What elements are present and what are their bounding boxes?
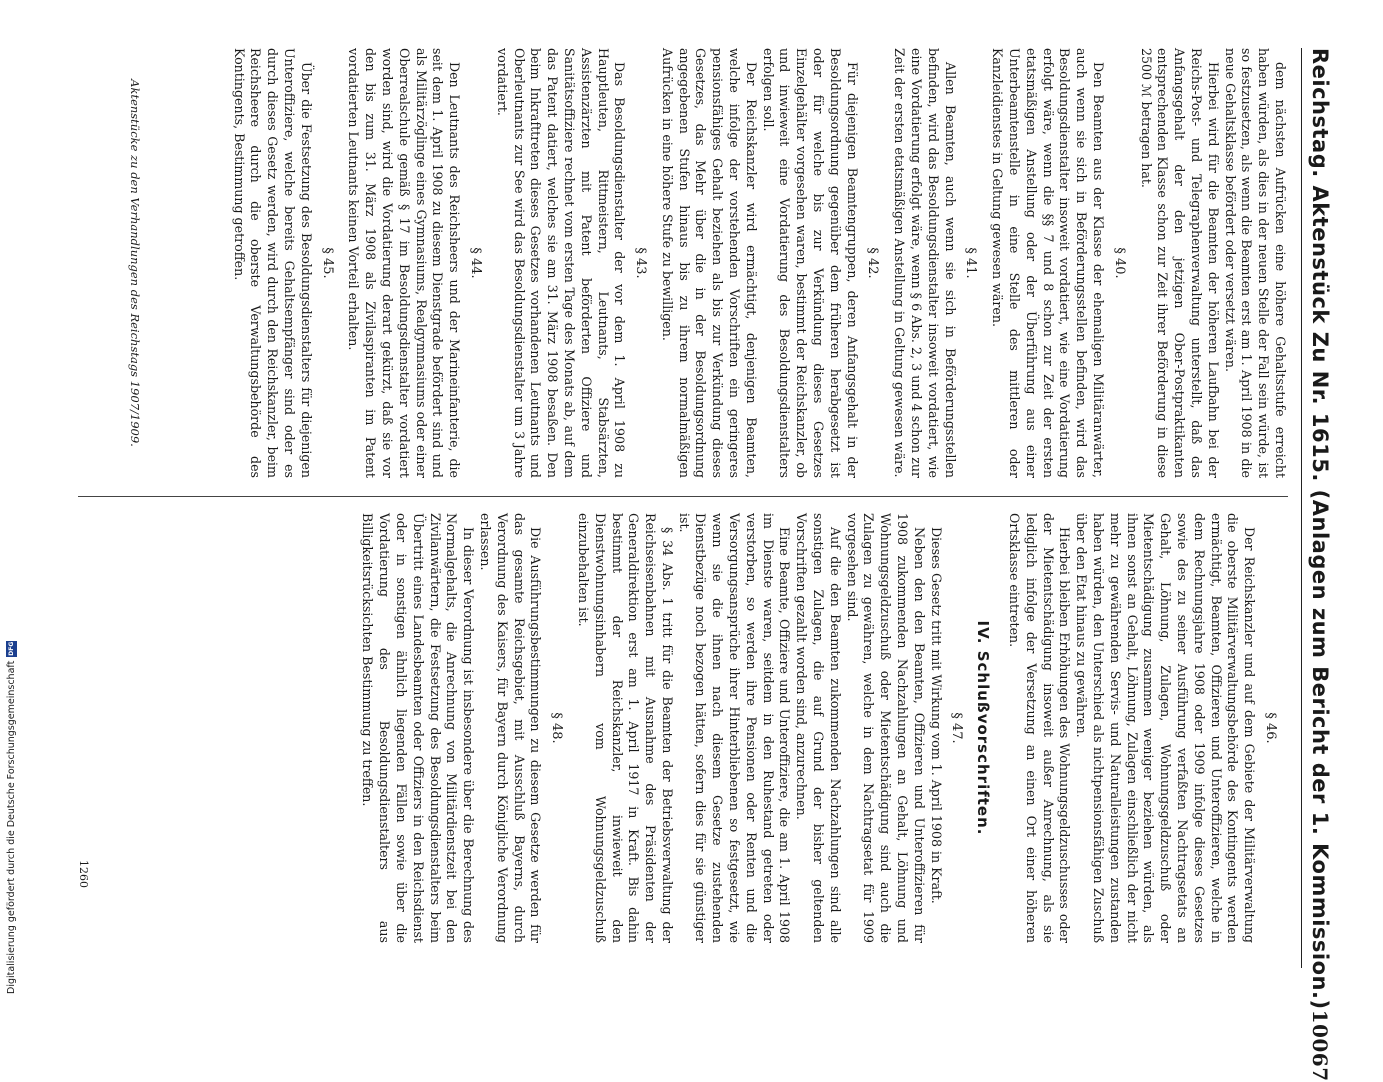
part-iv-heading: IV. Schlußvorschriften. xyxy=(974,620,993,836)
footnote: Aktenstücke zu den Verhandlungen des Reichstags 1907/1909. xyxy=(128,79,142,447)
rotated-page xyxy=(38,28,1338,1082)
page-header xyxy=(1301,48,1338,1082)
section-48-text-2: In dieser Verordnung ist insbesondere über die Berechnung des Normalgehalts, die Anrechnung von Militärdienstzeit bei den Zivilanwärtern, die Festsetzung des Besoldungsdienstalters beim Übertritt eines Landesbeamten oder Offiziers in den Reichsdienst oder in sonstigen ähnlich liegenden Fällen sowie über die Vordatierung des Besoldungsdienstalters aus Billigkeitsrücksichten Bestimmung zu treffen. xyxy=(360,513,477,943)
left-column xyxy=(230,48,1288,478)
section-48-text-1: Die Ausführungsbestimmungen zu diesem Gesetze werden für das gesamte Reichsgebiet, mit Ausschluß Bayerns, durch Verordnung des Kaisers, für Bayern durch Königliche Verordnung erlassen. xyxy=(477,513,544,943)
section-47-heading: § 47. xyxy=(949,712,965,744)
section-42-text-2: Der Reichskanzler wird ermächtigt, denjenigen Beamten, welche infolge der vorstehenden Vorschriften ein geringeres pensionsfähiges Gehalt beziehen als bis zur Verkündung dieses Gesetzes, das Mehr über die in der Besoldungsordnung angegebenen Stufen hinaus bis zu ihrem normalmäßigen Aufrücken in eine höhere Stufe zu bewilligen. xyxy=(659,48,759,478)
section-46-heading: § 46. xyxy=(1263,712,1278,744)
section-46-text-2: Hierbei bleiben Erhöhungen des Wohnungsgeldzuschusses oder der Mietentschädigung insoweit außer Anrechnung, als sie lediglich infolge der Versetzung an einen Ort einer höheren Ortsklasse eintreten. xyxy=(1007,513,1073,943)
section-47-text-1: Dieses Gesetz tritt mit Wirkung vom 1. April 1908 in Kraft. xyxy=(928,527,944,904)
section-47-text-3: Auf die den Beamten zukommenden Nachzahlungen sind alle sonstigen Zulagen, die auf Grund der bisher geltenden Vorschriften gezahlt worden sind, anzurechnen. xyxy=(794,513,843,943)
section-43-heading: § 43. xyxy=(633,247,649,279)
intro-paragraph-2: Hierbei wird für die Beamten der höheren Laufbahn bei der Reichs-Post- und Telegraphenverwaltung unterstellt, daß das Anfangsgehalt der den jetzigen Ober-Postpraktikanten entsprechenden Klasse schon zur Zeit ihrer Beförderung in diese 2500 ℳ betragen hat. xyxy=(1138,48,1221,478)
digitization-credit xyxy=(6,641,17,994)
right-column xyxy=(359,513,1288,943)
credit-text: Digitalisierung gefördert durch die Deutsche Forschungsgemeinschaft xyxy=(6,660,17,994)
section-42-text-1: Für diejenigen Beamtengruppen, deren Anfangsgehalt in der Besoldungsordnung gegenüber dem früheren herabgesetzt ist oder für welche bis zur Verkündung dieses Gesetzes Einzelgehälter vorgesehen waren, bestimmt der Reichskanzler, ob und inwieweit eine Vordatierung des Besoldungsdienstalters erfolgen soll. xyxy=(760,48,860,478)
section-45-text: Über die Festsetzung des Besoldungsdienstalters für diejenigen Unteroffiziere, welche bereits Gehaltsempfänger sind oder es durch dieses Gesetz werden, wird durch den Reichskanzler, beim Reichsheere durch die oberste Verwaltungsbehörde des Kontingents, Bestimmung getroffen. xyxy=(231,48,314,478)
section-44-heading: § 44. xyxy=(467,247,483,279)
section-40-heading: § 40. xyxy=(1111,247,1127,279)
header-page-number: 10067 xyxy=(1308,1009,1332,1082)
intro-paragraph: dem nächsten Aufrücken eine höhere Gehaltsstufe erreicht haben würden, als dies in der neuen Stelle der Fall sein würde, ist so festzusetzen, als wenn die Beamten erst am 1. April 1908 in die neue Gehaltsklasse befördert oder versetzt wären. xyxy=(1222,48,1288,478)
header-title: Reichstag. Aktenstück Zu Nr. 1615. (Anlagen zum Bericht der 1. Kommission.) xyxy=(1308,48,1332,1010)
section-41-text: Allen Beamten, auch wenn sie sich in Beförderungsstellen befinden, wird das Besoldungsdienstalter insoweit vordatiert, wie eine Vordatierung erfolgt wäre, wenn § 6 Abs. 2, 3 und 4 schon zur Zeit der ersten etatsmäßigen Anstellung in Geltung gewesen wäre. xyxy=(892,48,958,478)
section-45-heading: § 45. xyxy=(319,247,335,279)
section-42-heading: § 42. xyxy=(865,247,881,279)
section-47-text-5: § 34 Abs. 1 tritt für die Beamten der Betriebsverwaltung der Reichseisenbahnen mit Ausnahme des Präsidenten der Generaldirektion erst am 1. April 1917 in Kraft. Bis dahin bestimmt der Reichskanzler, inwieweit den Dienstwohnungsinhabern vom Wohnungsgeldzuschuß einzubehalten ist. xyxy=(575,513,675,943)
section-43-text: Das Besoldungsdienstalter der vor dem 1. April 1908 zu Hauptleuten, Rittmeistern, Leutnants, Stabsärzten, Assistenzärzten mit Patent beförderten Offiziere und Sanitätsoffiziere rechnet vom ersten Tage des Monats ab, auf dem das Patent datiert, welches sie am 31. März 1908 besaßen. Den beim Inkrafttreten dieses Gesetzes vorhandenen Leutnants und Oberleutnants zur See wird das Besoldungsdienstalter um 3 Jahre vordatiert. xyxy=(494,48,628,478)
section-48-heading: § 48. xyxy=(549,712,565,744)
section-46-text-1: Der Reichskanzler und auf dem Gebiete der Militärverwaltung die oberste Militärverwaltungsbehörde des Kontingents werden ermächtigt, Beamten, Offizieren und Unteroffizieren, welche in dem Rechnungsjahre 1908 oder 1909 infolge dieses Gesetzes sowie des zu seiner Ausführung verfaßten Nachtragsetats an Gehalt, Löhnung, Zulagen, Wohnungsgeldzuschuß oder Mietentschädigung zusammen weniger beziehen würden, als ihnen sonst an Gehalt, Löhnung, Zulagen einschließlich der nicht mehr zu gewährenden Servis- und Naturalleistungen zustanden haben würden, den Unterschied als nichtpensionsfähigen Zuschuß über den Etat hinaus zu gewähren. xyxy=(1074,513,1258,943)
section-47-text-4: Eine Beamte, Offiziere und Unteroffiziere, die am 1. April 1908 im Dienste waren, seitdem in den Ruhestand getreten oder verstorben, so werden ihre Pensionen oder Renten und die Versorgungsansprüche ihrer Hinterbliebenen so festgesetzt, wie wenn sie die ihnen nach diesem Gesetze zustehenden Dienstbezüge noch bezogen hätten, sofern dies für sie günstiger ist. xyxy=(676,513,793,943)
dfg-logo-icon: DFG xyxy=(8,641,15,656)
section-44-text: Den Leutnants des Reichsheers und der Marineinfanterie, die seit dem 1. April 1908 zu diesem Dienstgrade befördert sind und als Militärzöglinge eines Gymnasiums, Realgymnasiums oder einer Oberrealschule gemäß § 17 im Besoldungsdienstalter vordatiert worden sind, wird die Vordatierung derart gekürzt, daß sie vor den bis zum 31. März 1908 als Zivilaspiranten im Patent vordatierten Leutnants keinen Vorteil erhalten. xyxy=(346,48,463,478)
section-40-text: Den Beamten aus der Klasse der ehemaligen Militäranwärter, auch wenn sie sich in Beförderungsstellen befinden, wird das Besoldungsdienstalter insoweit vordatiert, wie eine Vordatierung erfolgt wäre, wenn die §§ 7 und 8 schon zur Zeit der ersten etatsmäßigen Anstellung oder der Überführung aus einer Unterbeamtenstelle in eine Stelle des mittleren oder Kanzleidienstes in Geltung gewesen wären. xyxy=(990,48,1107,478)
section-41-heading: § 41. xyxy=(963,247,979,279)
column-divider xyxy=(78,496,1288,497)
bottom-page-number: 1260 xyxy=(77,860,90,888)
section-47-text-2: Neben den den Beamten, Offizieren und Unteroffizieren für 1908 zukommenden Nachzahlungen an Gehalt, Löhnung und Wohnungsgeldzuschuß oder Mietentschädigung sind auch die Zulagen zu gewähren, welche in dem Nachtragsetat für 1909 vorgesehen sind. xyxy=(844,513,927,943)
